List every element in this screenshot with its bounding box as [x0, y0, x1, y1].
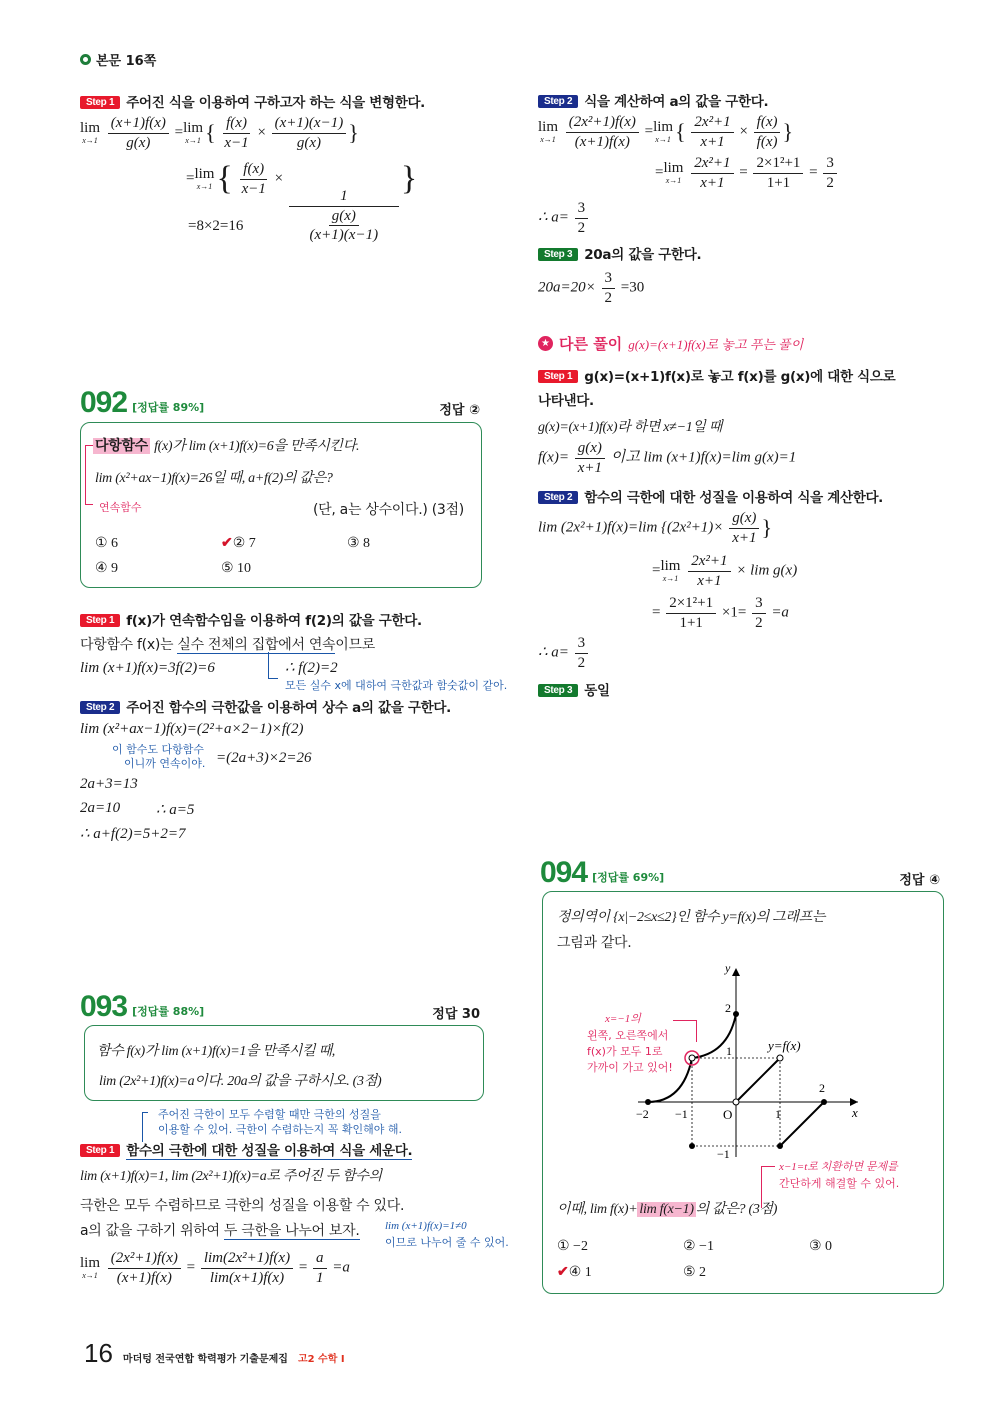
choice-2[interactable]: ② −1: [683, 1239, 714, 1254]
grade-label: 고2 수학 I: [297, 1354, 345, 1365]
problem-question: 이때, lim f(x)+ lim f(x−1) 의 값은? (3점): [557, 1202, 778, 1217]
choice-1[interactable]: ① 6: [95, 536, 119, 551]
alt-title: 다른 풀이: [559, 335, 623, 353]
choice-5[interactable]: ⑤ 2: [683, 1265, 707, 1280]
problem-093-box: [84, 1025, 484, 1101]
alt-step2: Step 2 함수의 극한에 대한 성질을 이용하여 식을 계산한다.: [538, 486, 883, 506]
choice-4[interactable]: ④ 9: [95, 561, 119, 576]
page-footer: [84, 1338, 345, 1369]
checkmark-icon: ✔: [557, 1265, 569, 1280]
svg-text:−1: −1: [717, 1147, 730, 1161]
svg-text:O: O: [723, 1107, 733, 1122]
alt-line1: g(x)=(x+1)f(x)라 하면 x≠−1일 때: [538, 420, 723, 435]
circle-bullet-icon: [80, 54, 91, 65]
page-reference: [80, 50, 156, 69]
sol092-line5: 2a+3=13: [80, 776, 138, 792]
annotation-arrow: [673, 1020, 697, 1042]
correct-rate: [정답률 88%]: [132, 1005, 205, 1018]
problem-092-box: [80, 422, 482, 588]
svg-text:1: 1: [775, 1107, 781, 1121]
step1-header: [80, 91, 425, 111]
problem-number: 092: [80, 386, 128, 419]
svg-text:−2: −2: [636, 1107, 649, 1121]
sol093-line1: lim (x+1)f(x)=1, lim (2x²+1)f(x)=a로 주어진 두 함수의: [80, 1169, 382, 1184]
choice-1[interactable]: ① −2: [557, 1239, 588, 1254]
alt-eq1: lim (2x²+1)f(x)=lim {(2x²+1)× $\frac{g(x)}{x+1}$ }: [538, 510, 773, 546]
continuous-function-note: 연속함수: [99, 501, 142, 514]
problem-line-1: 다항함수 f(x)가 lim (x+1)f(x)=6을 만족시킨다.: [95, 438, 360, 454]
svg-text:1: 1: [726, 1044, 732, 1058]
alt-step1: Step 1 g(x)=(x+1)f(x)로 놓고 f(x)를 g(x)에 대한 식으로: [538, 365, 895, 385]
sol092-line6a: 2a=10: [80, 800, 121, 816]
sol092-line1: 다항함수 f(x)는 실수 전체의 집합에서 연속이므로: [80, 637, 375, 653]
svg-text:y: y: [725, 962, 731, 975]
sol093-step1: Step 1 함수의 극한에 대한 성질을 이용하여 식을 세운다.: [80, 1139, 412, 1159]
equation-2: = lim x→1 { $\frac{f(x)}{x-1}$ × $\frac{1}{\frac{g(x)}{(x+1)(x-1)}}$ }: [186, 160, 418, 244]
problem-line-1: 함수 f(x)가 lim (x+1)f(x)=1을 만족시킬 때,: [97, 1044, 335, 1059]
problem-line-2: 그림과 같다.: [557, 935, 632, 951]
sol093-note1: 주어진 극한이 모두 수렴할 때만 극한의 성질을 이용할 수 있어. 극한이 수렴하는지 꼭 확인해야 해.: [158, 1108, 402, 1137]
condition-text: (단, a는 상수이다.) (3점): [313, 502, 464, 518]
sol092-line6b: ∴ a=5: [156, 802, 195, 818]
annotation-arrow: [142, 1112, 148, 1142]
sol092-note1: 모든 실수 x에 대하여 극한값과 함숫값이 같아.: [285, 679, 508, 692]
page-number: 16: [84, 1338, 113, 1368]
problem-line-2: lim (2x²+1)f(x)=a이다. 20a의 값을 구하시오. (3점): [99, 1074, 382, 1089]
alt-line2: f(x)= $\frac{g(x)}{x+1}$ 이고 lim (x+1)f(x)=lim g(x)=1: [538, 440, 797, 476]
graph-note: x=−1의 왼쪽, 오른쪽에서 f(x)가 모두 1로 가까이 가고 있어!: [587, 1013, 673, 1074]
equation-3: =8×2=16: [188, 218, 244, 234]
correct-rate: [정답률 69%]: [592, 871, 665, 884]
choice-4[interactable]: ✔④ 1: [557, 1265, 592, 1280]
problem-line-1: 정의역이 {x|−2≤x≤2}인 함수 y=f(x)의 그래프는: [557, 910, 826, 925]
problem-number: 094: [540, 856, 588, 889]
sol093-line2: 극한은 모두 수렴하므로 극한의 성질을 이용할 수 있다.: [80, 1198, 405, 1214]
substitution-note: x−1=t로 치환하면 문제를 간단하게 해결할 수 있어.: [779, 1161, 900, 1190]
sol092-step2: Step 2 주어진 함수의 극한값을 이용하여 상수 a의 값을 구한다.: [80, 696, 451, 716]
star-icon: ★: [538, 336, 553, 351]
highlight-limit: lim f(x−1): [639, 1202, 694, 1217]
highlight-polynomial: 다항함수: [95, 438, 148, 454]
sol092-step1: Step 1 f(x)가 연속함수임을 이용하여 f(2)의 값을 구한다.: [80, 609, 422, 629]
step1-text: 주어진 식을 이용하여 구하고자 하는 식을 변형한다.: [126, 95, 426, 111]
problem-092-header: [80, 388, 480, 418]
problem-093-header: [80, 992, 480, 1022]
choice-3[interactable]: ③ 0: [809, 1239, 833, 1254]
sol092-line7: ∴ a+f(2)=5+2=7: [80, 826, 186, 842]
svg-text:y=f(x): y=f(x): [768, 1038, 801, 1053]
problem-094-box: [542, 891, 944, 1294]
annotation-bracket: [85, 445, 93, 505]
answer-label: 정답 ④: [899, 873, 940, 888]
answer-label: 정답 ②: [439, 403, 480, 418]
sol092-line4: =(2a+3)×2=26: [216, 750, 312, 766]
rt-step2: Step 2 식을 계산하여 a의 값을 구한다.: [538, 90, 768, 110]
book-title: 마더텅 전국연합 학력평가 기출문제집: [122, 1354, 288, 1365]
page-ref-text: 본문 16쪽: [96, 54, 157, 69]
sol093-equation: lim x→1 $\frac{\text{(2x²+1)f(x)}}{(x+1)f(x)}$ = $\frac{\text{lim(2x²+1)f(x)}}{\lim(x+1)f(x)}$ = $\frac{a}{1}$ =a: [80, 1250, 350, 1286]
sol092-f2: ∴ f(2)=2: [285, 660, 338, 676]
svg-text:2: 2: [725, 1001, 731, 1015]
alt-step1-cont: 나타낸다.: [538, 393, 594, 409]
svg-text:−1: −1: [675, 1107, 688, 1121]
alt-therefore: ∴ a= $\frac{3}{2}$: [538, 635, 590, 671]
rt-equation-2: = lim x→1 $\frac{\text{2x²+1}}{x+1}$ = $\frac{\text{2×1²+1}}{1+1}$ = $\frac{3}{2}$: [655, 155, 839, 191]
correct-rate: [정답률 89%]: [132, 401, 205, 414]
choice-2[interactable]: ✔② 7: [221, 536, 256, 551]
rt-final: 20a=20× $\frac{3}{2}$ =30: [538, 270, 645, 306]
alt-eq2: = lim x→1 $\frac{\text{2x²+1}}{x+1}$ × lim g(x): [652, 553, 798, 589]
answer-label: 정답 30: [432, 1007, 480, 1022]
problem-line-2: lim (x²+ax−1)f(x)=26일 때, a+f(2)의 값은?: [95, 471, 333, 486]
sol093-note2: lim (x+1)f(x)=1≠0 이므로 나누어 줄 수 있어.: [385, 1220, 509, 1249]
svg-text:2: 2: [819, 1081, 825, 1095]
checkmark-icon: ✔: [221, 536, 233, 551]
sol092-note2: 이 함수도 다항함수 이니까 연속이야.: [112, 743, 206, 771]
svg-text:x: x: [852, 1105, 858, 1120]
problem-094-header: [540, 858, 940, 888]
choice-5[interactable]: ⑤ 10: [221, 561, 252, 576]
sol092-line2: lim (x+1)f(x)=3f(2)=6: [80, 660, 215, 676]
alt-subtitle: g(x)=(x+1)f(x)로 놓고 푸는 풀이: [628, 337, 804, 352]
equation-1: lim x→1 $\frac{(x+1)f(x)}{g(x)}$ = lim x→1 { $\frac{f(x)}{x-1}$ × $\frac{(x+1)(x-1)}{g(x)}$ }: [80, 115, 359, 151]
step1-badge: Step 1: [80, 96, 120, 109]
alt-step3: Step 3 동일: [538, 679, 610, 699]
sol093-line3: a의 값을 구하기 위하여 두 극한을 나누어 보자.: [80, 1223, 360, 1239]
choice-3[interactable]: ③ 8: [347, 536, 371, 551]
rt-step3: Step 3 20a의 값을 구한다.: [538, 243, 701, 263]
sol092-line3: lim (x²+ax−1)f(x)=(2²+a×2−1)×f(2): [80, 721, 304, 737]
rt-therefore-a: ∴ a= $\frac{3}{2}$: [538, 200, 590, 236]
alt-solution-header: [538, 333, 803, 354]
alt-eq3: = $\frac{\text{2×1²+1}}{1+1}$ ×1= $\frac{3}{2}$ =a: [652, 595, 789, 631]
problem-number: 093: [80, 990, 128, 1023]
annotation-arrow: [268, 652, 278, 679]
rt-equation-1: lim x→1 $\frac{\text{(2x²+1)f(x)}}{(x+1)f(x)}$ = lim x→1 { $\frac{\text{2x²+1}}{x+1}$ × $\frac{f(x)}{f(x)}$ }: [538, 114, 794, 150]
